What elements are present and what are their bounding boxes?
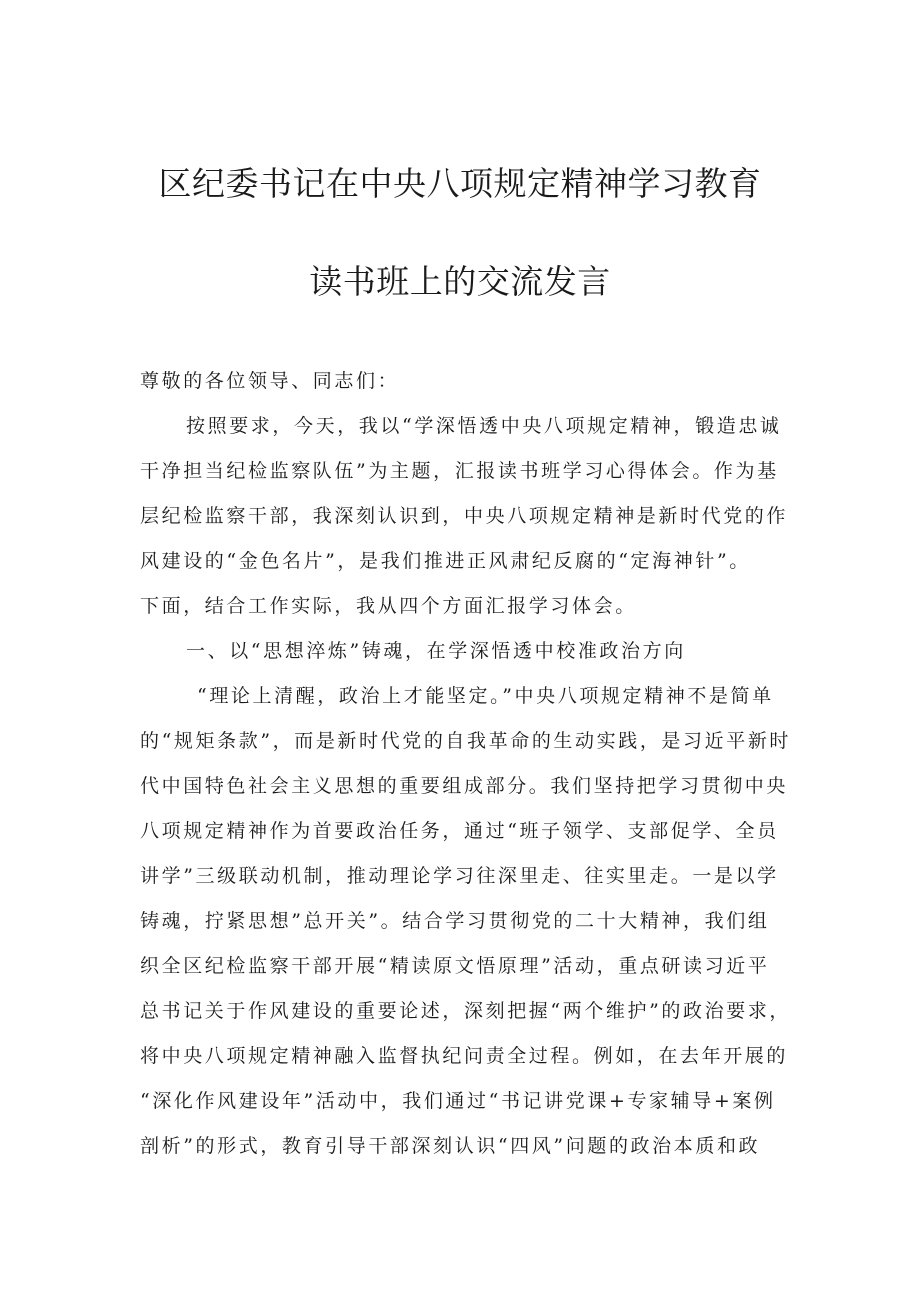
paragraph-line: 织全区纪检监察干部开展“精读原文悟原理”活动，重点研读习近平 [140,955,770,977]
paragraph-line: 干净担当纪检监察队伍”为主题，汇报读书班学习心得体会。作为基 [140,460,779,482]
paragraph-line: “深化作风建设年”活动中，我们通过“书记讲党课+专家辅导+案例 [140,1090,776,1112]
paragraph-line: 代中国特色社会主义思想的重要组成部分。我们坚持把学习贯彻中央 [140,775,789,797]
section-heading: 一、以“思想淬炼”铸魂，在学深悟透中校准政治方向 [186,640,686,662]
paragraph-line: 的“规矩条款”，而是新时代党的自我革命的生动实践，是习近平新时 [140,730,792,752]
paragraph-line: 铸魂，拧紧思想”总开关”。结合学习贯彻党的二十大精神，我们组 [140,910,770,932]
document-title-line-1: 区纪委书记在中央八项规定精神学习教育 [158,164,762,203]
document-title-line-2: 读书班上的交流发言 [309,262,611,301]
paragraph-line: 剖析”的形式，教育引导干部深刻认识“四风”问题的政治本质和政 [140,1135,761,1157]
paragraph-line: 按照要求，今天，我以“学深悟透中央八项规定精神，锻造忠诚 [186,415,782,437]
salutation: 尊敬的各位领导、同志们： [140,370,400,392]
paragraph-line: 讲学”三级联动机制，推动理论学习往深里走、往实里走。一是以学 [140,865,779,887]
paragraph-line: “理论上清醒，政治上才能坚定。”中央八项规定精神不是简单 [197,685,774,707]
paragraph-line: 风建设的“金色名片”，是我们推进正风肃纪反腐的“定海神针”。 [140,550,751,572]
paragraph-line: 八项规定精神作为首要政治任务，通过“班子领学、支部促学、全员 [140,820,779,842]
paragraph-line: 将中央八项规定精神融入监督执纪问责全过程。例如，在去年开展的 [140,1045,789,1067]
paragraph-line: 总书记关于作风建设的重要论述，深刻把握“两个维护”的政治要求， [140,1000,792,1022]
paragraph-line: 层纪检监察干部，我深刻认识到，中央八项规定精神是新时代党的作 [140,505,789,527]
paragraph-line: 下面，结合工作实际，我从四个方面汇报学习体会。 [140,595,637,617]
